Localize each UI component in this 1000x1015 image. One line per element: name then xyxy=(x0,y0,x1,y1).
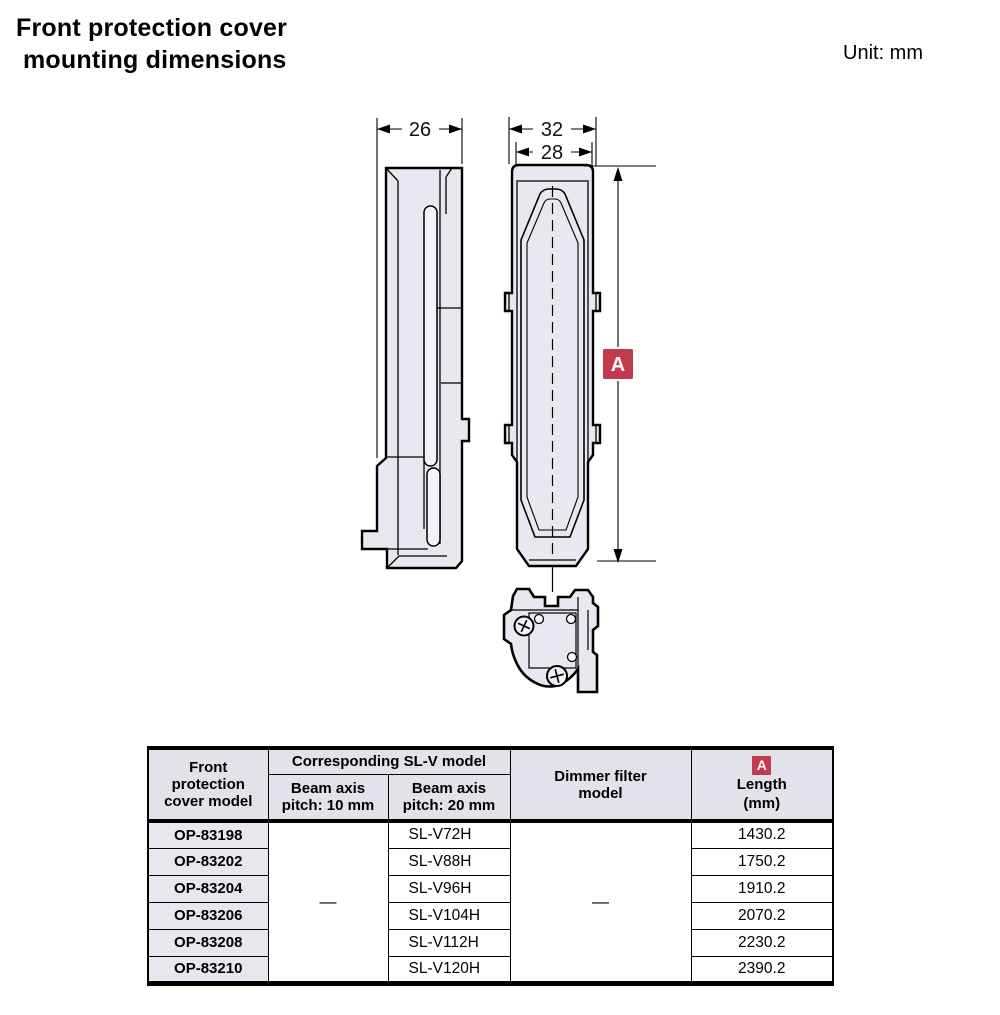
mount-hole xyxy=(535,615,544,624)
side-view-rod-lower xyxy=(427,468,440,546)
length-cell: 1910.2 xyxy=(691,875,833,902)
header-length-unit: (mm) xyxy=(743,795,781,812)
side-view-rod-upper xyxy=(424,206,437,466)
side-view-drawing xyxy=(362,168,469,568)
slv20-cell: SL-V96H xyxy=(388,875,510,902)
length-marker-badge xyxy=(603,349,633,379)
table-row xyxy=(148,875,833,902)
length-cell: 1430.2 xyxy=(691,821,833,848)
dimension-side-width: 26 xyxy=(408,119,432,141)
slv20-cell: SL-V104H xyxy=(388,902,510,929)
table-row xyxy=(148,821,833,848)
model-cell: OP-83202 xyxy=(148,848,268,875)
pitch10-merged-cell: — xyxy=(268,821,388,983)
slv20-cell: SL-V112H xyxy=(388,929,510,956)
unit-label: Unit: mm xyxy=(843,42,923,64)
header-length xyxy=(691,748,833,821)
bottom-view-drawing xyxy=(504,589,598,692)
model-cell: OP-83204 xyxy=(148,875,268,902)
phillips-screw xyxy=(547,666,567,686)
table-row xyxy=(148,956,833,983)
spec-table xyxy=(147,746,834,986)
length-cell: 2390.2 xyxy=(691,956,833,983)
phillips-screw xyxy=(515,617,534,636)
dimmer-merged-cell: — xyxy=(510,821,691,983)
header-group-slv: Corresponding SL-V model xyxy=(268,748,510,774)
header-pitch20: Beam axis pitch: 20 mm xyxy=(388,774,510,821)
table-row xyxy=(148,929,833,956)
table-body xyxy=(148,821,833,983)
dimension-front-inner-width: 28 xyxy=(540,142,564,164)
page-title-line1: Front protection cover xyxy=(16,14,288,42)
header-dimmer: Dimmer filter model xyxy=(510,748,691,821)
slv20-cell: SL-V120H xyxy=(388,956,510,983)
dimension-front-width: 32 xyxy=(540,119,564,141)
header-group-row xyxy=(148,748,833,774)
slv20-cell: SL-V72H xyxy=(388,821,510,848)
side-view-outline xyxy=(362,168,469,568)
table-row xyxy=(148,902,833,929)
length-cell: 2230.2 xyxy=(691,929,833,956)
model-cell: OP-83208 xyxy=(148,929,268,956)
model-cell: OP-83198 xyxy=(148,821,268,848)
length-marker-letter: A xyxy=(610,354,626,376)
mount-hole xyxy=(567,615,576,624)
header-model: Front protection cover model xyxy=(148,748,268,821)
slv20-cell: SL-V88H xyxy=(388,848,510,875)
length-marker-badge-small: A xyxy=(752,756,771,775)
length-cell: 1750.2 xyxy=(691,848,833,875)
front-view-drawing xyxy=(505,165,600,592)
header-pitch10: Beam axis pitch: 10 mm xyxy=(268,774,388,821)
length-cell: 2070.2 xyxy=(691,902,833,929)
mount-hole xyxy=(568,653,577,662)
page-title-line2: mounting dimensions xyxy=(23,46,287,74)
table-row xyxy=(148,848,833,875)
header-length-label: Length xyxy=(736,776,787,793)
model-cell: OP-83210 xyxy=(148,956,268,983)
model-cell: OP-83206 xyxy=(148,902,268,929)
